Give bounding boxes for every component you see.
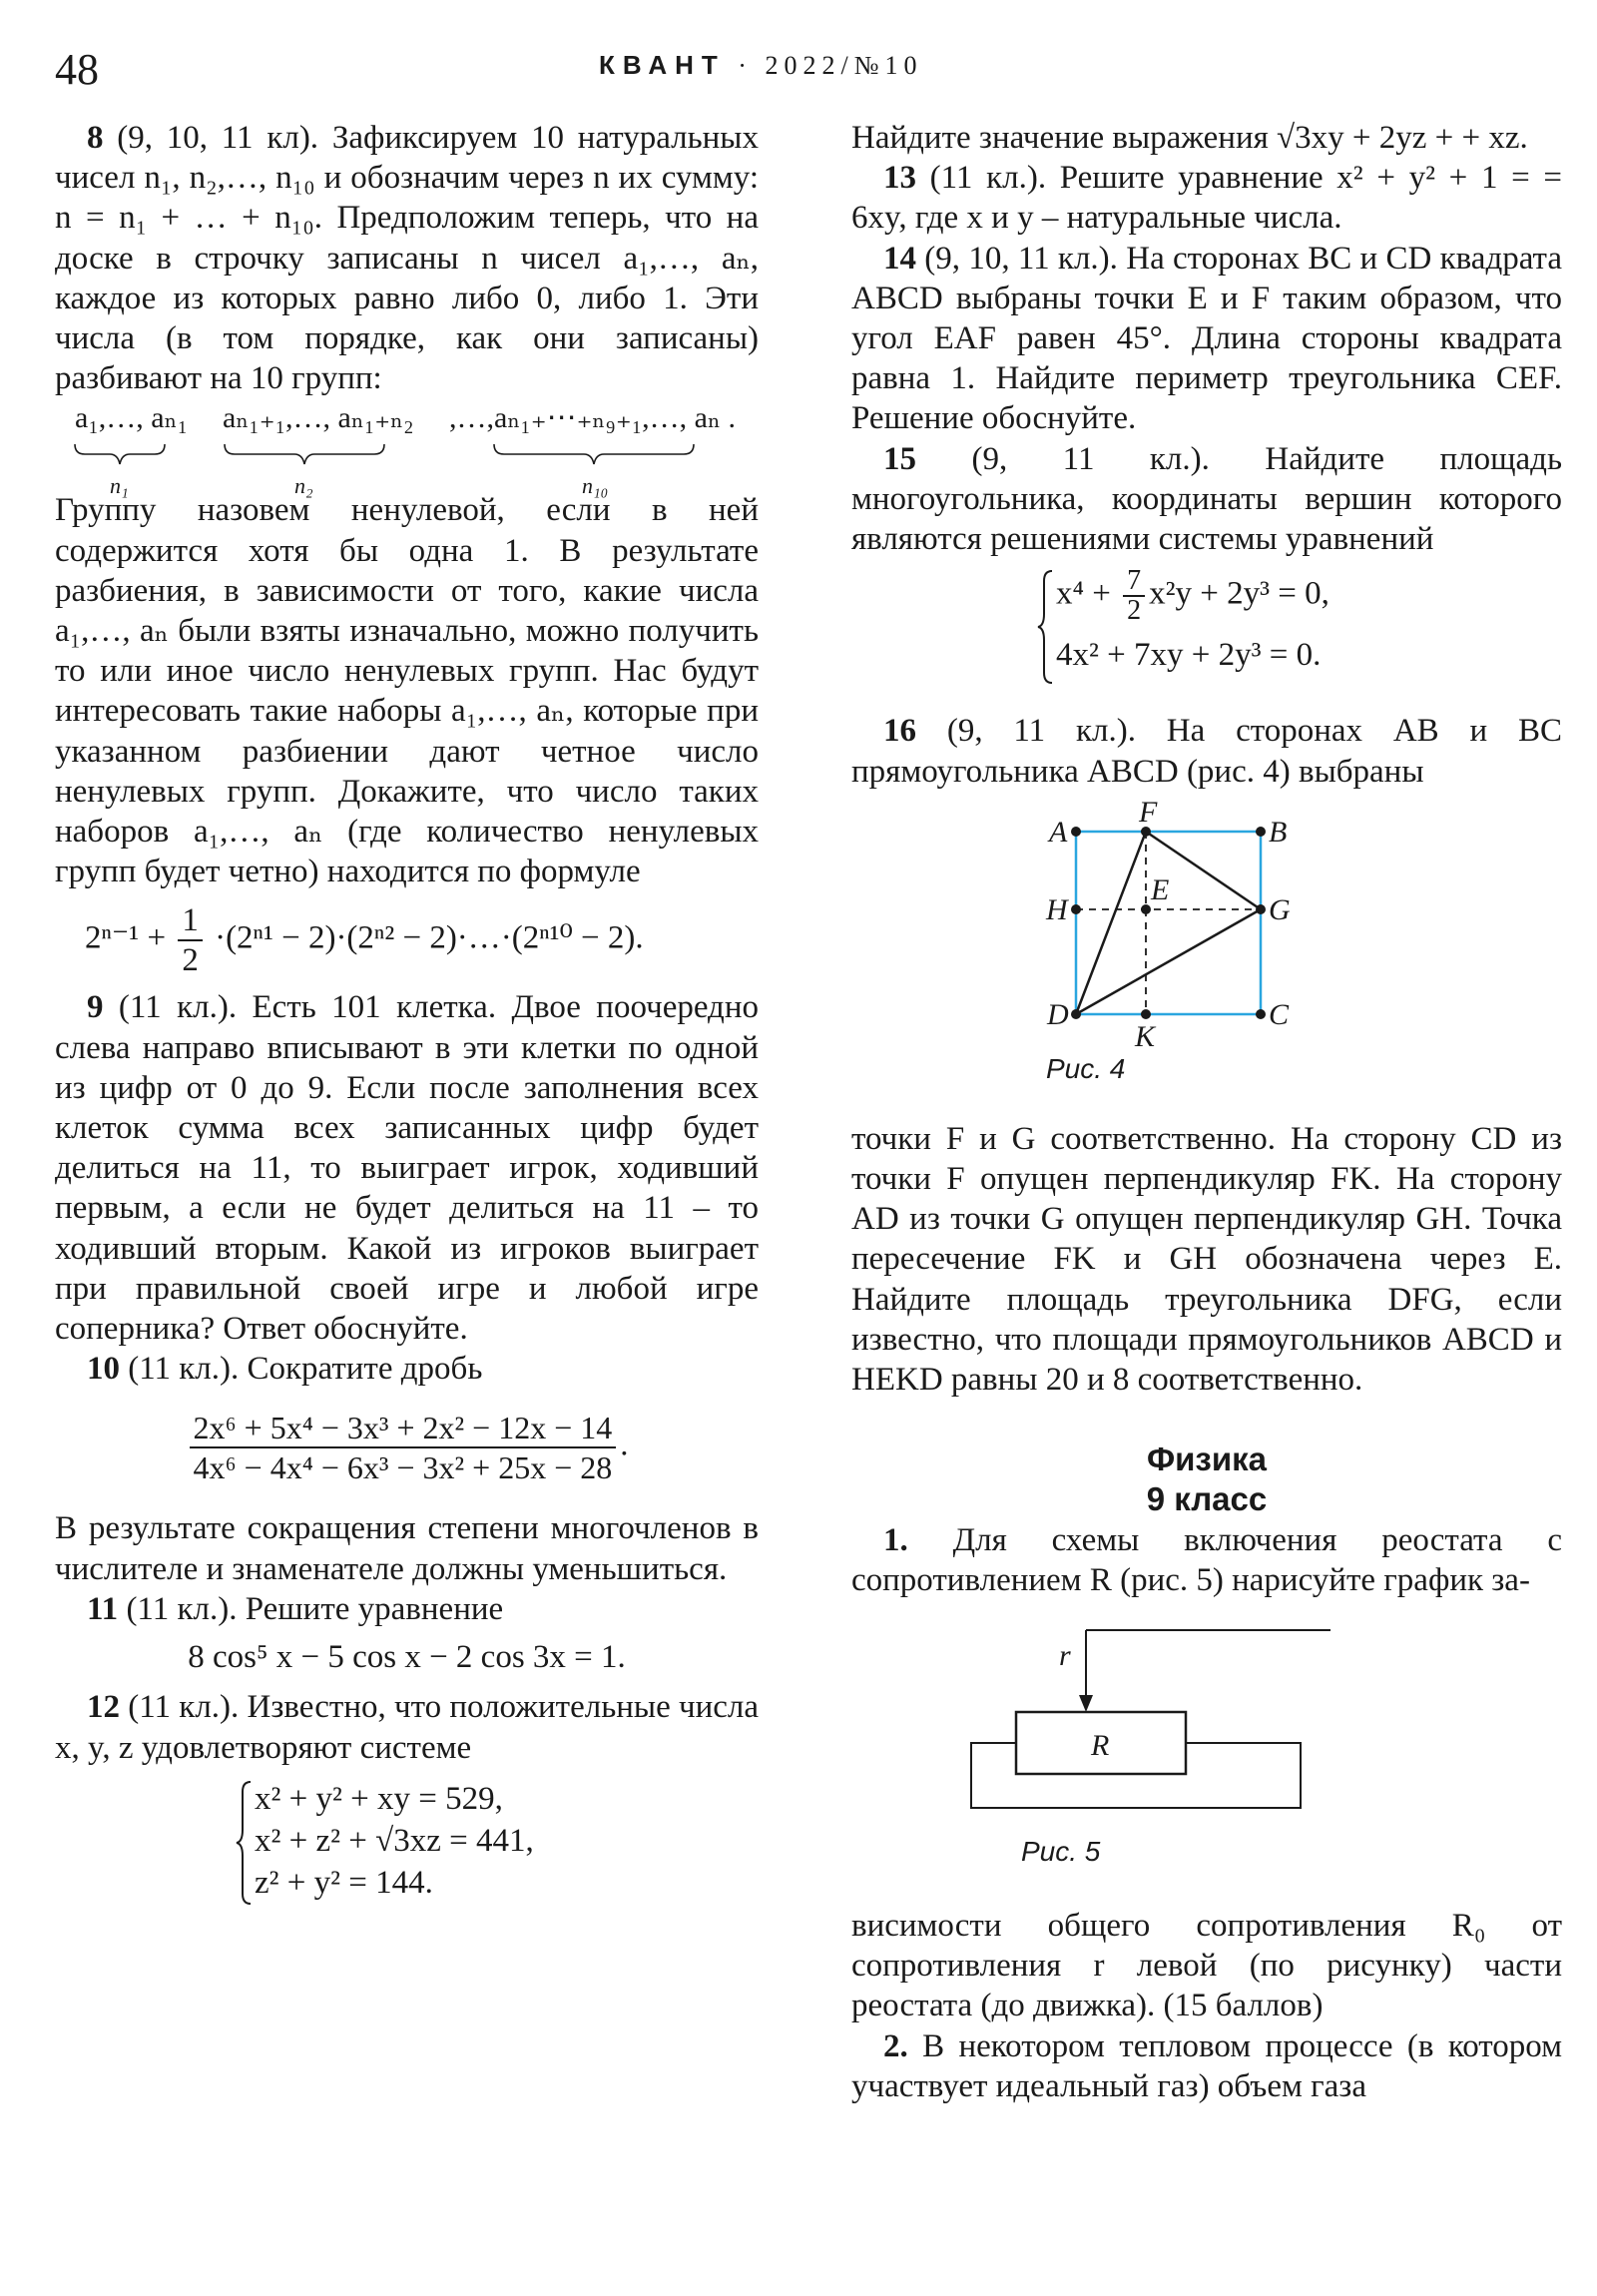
header-separator: · — [738, 51, 753, 80]
triangle-dfg — [1076, 832, 1261, 1014]
problem-8-body: Группу назовем ненулевой, если в ней содержится хотя бы одна 1. В результате разбиения, в зависимости от того, какие числа a₁,…, aₙ были взяты изначально, можно получить то или иное число ненулевых групп. Нас будут интересовать такие наборы a₁,…, aₙ, которые при указанном разбиении дают четное число ненулевых групп. Докажите, что число таких наборов a₁,…, aₙ (где количество ненулевых групп будет четно) находится по формуле — [55, 492, 759, 890]
label-h: H — [1046, 892, 1068, 926]
page-number: 48 — [55, 45, 99, 94]
rectangle-abcd — [1076, 832, 1261, 1014]
label-b: B — [1269, 815, 1288, 849]
slider-arrow — [1079, 1695, 1093, 1712]
group-10-size: n₁₀ — [582, 473, 609, 499]
journal-header — [599, 50, 923, 81]
problem-8-groups — [55, 398, 759, 499]
figure-4-drawing — [851, 792, 1562, 1091]
label-k: K — [1135, 1019, 1156, 1053]
point-c — [1256, 1009, 1266, 1019]
label-f: F — [1139, 795, 1158, 829]
section-physics-title: Физика — [1146, 1440, 1267, 1478]
figure-5-drawing — [851, 1600, 1562, 1880]
physics-problem-1: 1. Для схемы включения реостата с сопротивлением R (рис. 5) нарисуйте график за- — [851, 1521, 1562, 1598]
problem-10-fraction: $\frac{\text{2x⁶ + 5x⁴ − 3x³ + 2x² − 12x − 14}}{\text{4x⁶ − 4x⁴ − 6x³ − 3x² + 25x − 28}}$ . — [55, 1389, 759, 1508]
journal-issue: 2022/№10 — [765, 51, 923, 80]
left-column — [55, 118, 759, 1918]
label-a: A — [1049, 815, 1068, 849]
point-d — [1071, 1009, 1081, 1019]
problem-11-equation: 8 cos⁵ x − 5 cos x − 2 cos 3x = 1. — [188, 1639, 626, 1676]
group-2: aₙ₁₊₁,…, aₙ₁₊ₙ₂ — [223, 401, 414, 435]
problem-13: 13 (11 кл.). Решите уравнение x² + y² + 1 = = 6xy, где x и y – натуральные числа. — [851, 160, 1563, 237]
problem-11: 11 (11 кл.). Решите уравнение — [87, 1590, 504, 1627]
label-g: G — [1269, 892, 1291, 926]
problem-16-body: точки F и G соответственно. На сторону CD из точки F опущен перпендикуляр FK. На сторону AD из точки G опущен перпендикуляр GH. Точка пересечение FK и GH обозначена через E. Найдите площадь треугольника DFG, если известно, что площади прямоугольников ABCD и HEKD равны 20 и 8 соответственно. — [851, 1120, 1562, 1399]
point-e — [1141, 904, 1151, 914]
figure-5-caption: Рис. 5 — [1021, 1836, 1101, 1868]
right-column — [851, 118, 1562, 2106]
point-b — [1256, 827, 1266, 837]
journal-title: КВАНТ — [599, 50, 726, 80]
problem-8-intro: 8 (9, 10, 11 кл). Зафиксируем 10 натуральных чисел n₁, n₂,…, n₁₀ и обозначим через n их сумму: n = n₁ + … + n₁₀. Предположим теперь, что на доске в строчку записаны n чисел a₁,…, aₙ, каждое из которых равно либо 0, либо 1. Эти числа (в том порядке, как они записаны) разбивают на 10 групп: — [55, 120, 759, 397]
section-physics-grade: 9 класс — [1146, 1480, 1268, 1518]
point-g — [1256, 904, 1266, 914]
label-e: E — [1151, 872, 1170, 906]
circuit-wire — [971, 1743, 1301, 1808]
point-a — [1071, 827, 1081, 837]
label-c: C — [1269, 997, 1290, 1031]
figure-4 — [851, 792, 1562, 1091]
group-1-size: n₁ — [110, 473, 129, 499]
label-d: D — [1047, 997, 1069, 1031]
group-2-size: n₂ — [294, 473, 313, 499]
group-dots: ,…, — [449, 401, 494, 435]
system-brace — [1036, 567, 1056, 687]
problem-8-formula: 2ⁿ⁻¹ + $\frac{1}{2}$ ·(2ⁿ¹ − 2)·(2ⁿ² − 2)·…·(2ⁿ¹⁰ − 2). — [85, 902, 644, 979]
figure-4-caption: Рис. 4 — [1046, 1052, 1126, 1084]
label-r-big: R — [1091, 1729, 1110, 1763]
group-1: a₁,…, aₙ₁ — [75, 401, 189, 435]
point-h — [1071, 904, 1081, 914]
problem-15: 15 (9, 11 кл.). Найдите площадь многоугольника, координаты вершин которого являются решениями системы уравнений — [851, 440, 1563, 558]
physics-problem-2: 2. В некотором тепловом процессе (в котором участвует идеальный газ) объем газа — [851, 2027, 1563, 2104]
system-brace — [235, 1778, 255, 1908]
problem-12: 12 (11 кл.). Известно, что положительные числа x, y, z удовлетворяют системе — [55, 1689, 760, 1766]
group-10: aₙ₁₊⋯₊ₙ₉₊₁,…, aₙ . — [494, 401, 736, 435]
physics-problem-1-body: висимости общего сопротивления R₀ от сопротивления r левой (по рисунку) части реостата (до движка). (15 баллов) — [851, 1908, 1562, 2024]
problem-14: 14 (9, 10, 11 кл.). На сторонах BC и CD квадрата ABCD выбраны точки E и F таким образом, что угол EAF равен 45°. Длина стороны квадрата равна 1. Найдите периметр треугольника CEF. Решение обоснуйте. — [851, 240, 1563, 437]
problem-12-system: x² + y² + xy = 529, x² + z² + √3xz = 441, z² + y² = 144. — [55, 1768, 759, 1918]
problem-10: 10 (11 кл.). Сократите дробь — [87, 1351, 483, 1388]
problem-15-system: x⁴ + $\frac{7}{2}$ x²y + 2y³ = 0, 4x² + 7xy + 2y³ = 0. — [851, 559, 1562, 711]
problem-16-intro: 16 (9, 11 кл.). На сторонах AB и BC прямоугольника ABCD (рис. 4) выбраны — [851, 713, 1563, 790]
problem-12-question: Найдите значение выражения √3xy + 2yz + + xz. — [851, 120, 1528, 156]
problem-10-note: В результате сокращения степени многочленов в числителе и знаменателе должны уменьшиться. — [55, 1510, 759, 1587]
figure-5 — [851, 1600, 1562, 1880]
label-r-small: r — [1059, 1639, 1071, 1673]
point-k — [1141, 1009, 1151, 1019]
problem-9: 9 (11 кл.). Есть 101 клетка. Двое поочередно слева направо вписывают в эти клетки по одной из цифр от 0 до 9. Если после заполнения всех клеток сумма всех записанных цифр будет делиться на 11, то выиграет игрок, ходивший первым, а если не будет делиться на 11 – то ходивший вторым. Какой из игроков выиграет при правильной своей игре и любой игре соперника? Ответ обоснуйте. — [55, 989, 760, 1348]
